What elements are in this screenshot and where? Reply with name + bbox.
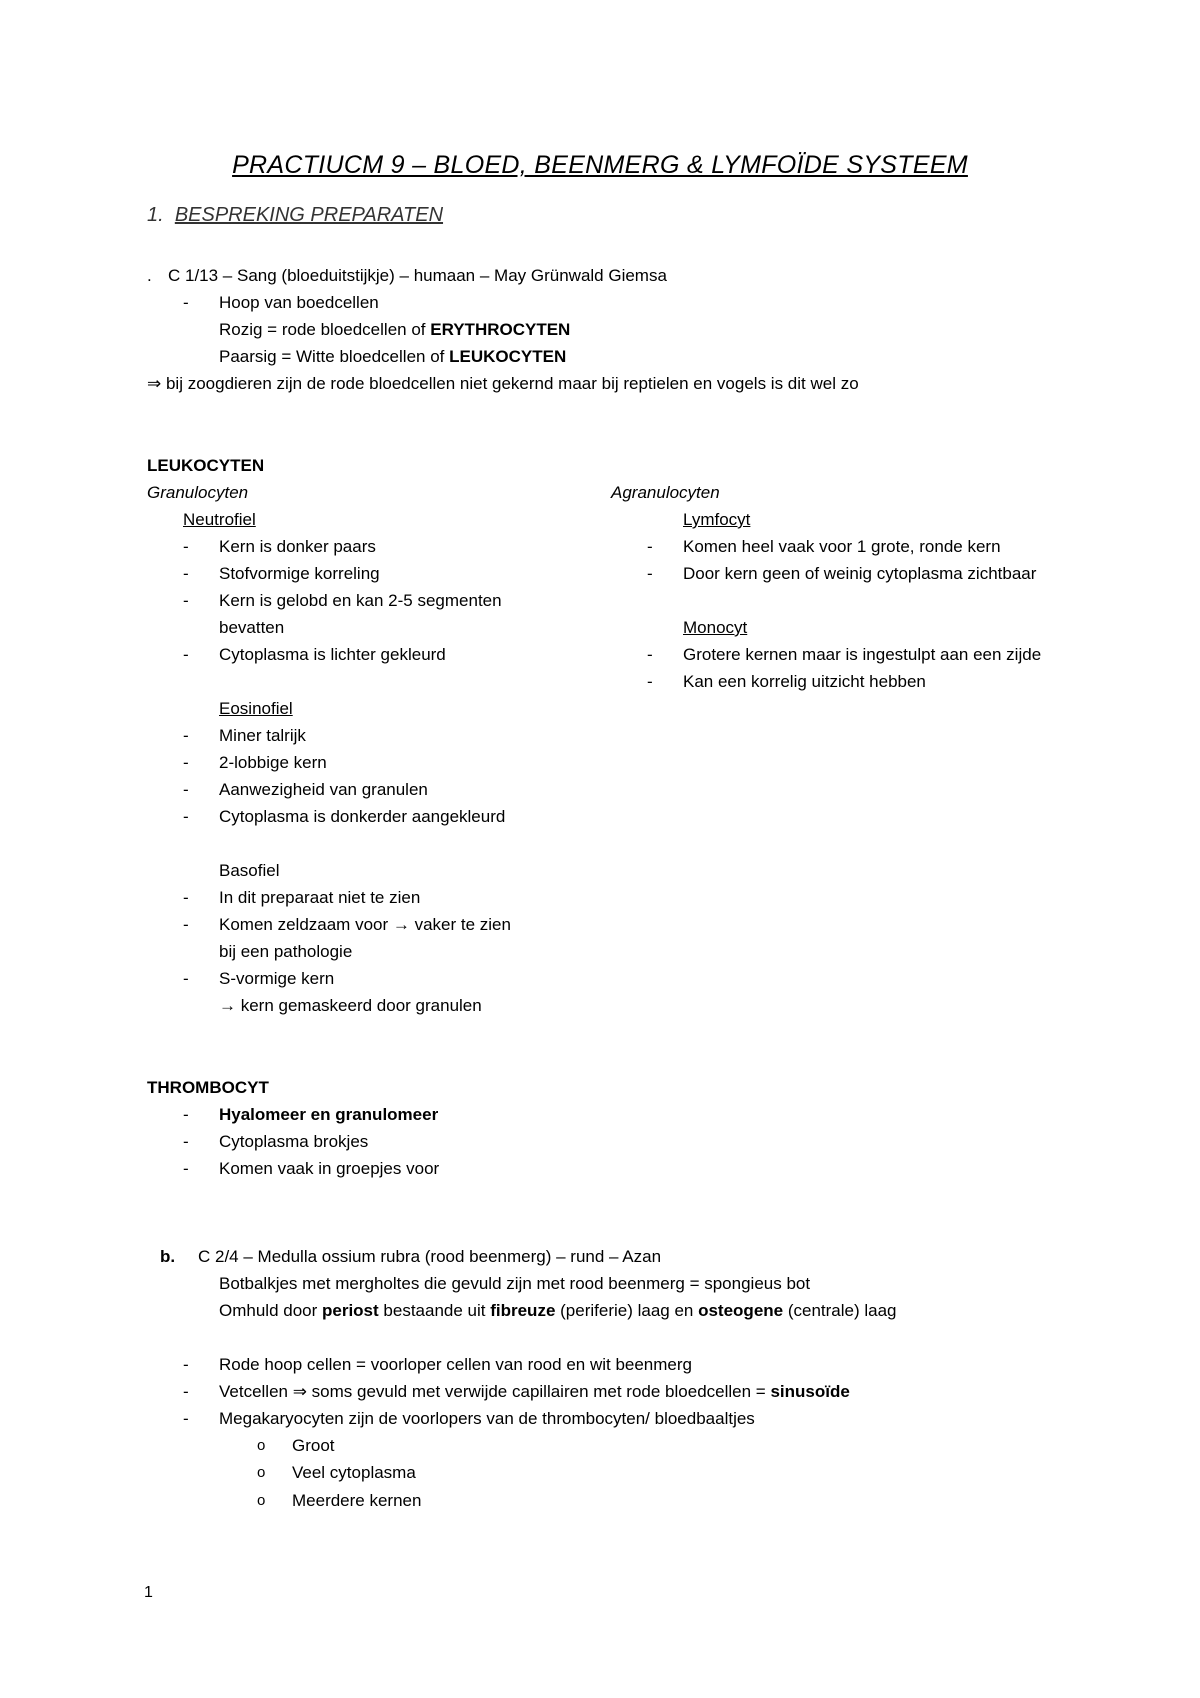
list-item: Miner talrijk xyxy=(219,726,306,745)
lymfocyt-label: Lymfocyt xyxy=(683,510,751,529)
circle-marker: o xyxy=(257,1437,266,1454)
list-item: Komen vaak in groepjes voor xyxy=(219,1159,440,1178)
dash-marker: - xyxy=(647,645,653,664)
section-heading xyxy=(147,203,443,227)
agranulocyten-label: Agranulocyten xyxy=(611,483,720,502)
prep-b-line: Botbalkjes met mergholtes die gevuld zijn met rood beenmerg = spongieus bot xyxy=(219,1274,811,1293)
list-item: Cytoplasma is lichter gekleurd xyxy=(219,645,446,664)
list-item: Cytoplasma is donkerder aangekleurd xyxy=(219,807,506,826)
list-item: Stofvormige korreling xyxy=(219,564,380,583)
list-item: Grotere kernen maar is ingestulpt aan een zijde xyxy=(683,645,1042,664)
section-number: 1. xyxy=(147,204,164,226)
list-item: Rode hoop cellen = voorloper cellen van rood en wit beenmerg xyxy=(219,1355,692,1374)
list-item: Kan een korrelig uitzicht hebben xyxy=(683,672,926,691)
dash-marker: - xyxy=(183,1132,189,1151)
circle-marker: o xyxy=(257,1464,266,1481)
list-item: Aanwezigheid van granulen xyxy=(219,780,428,799)
list-item: Door kern geen of weinig cytoplasma zichtbaar xyxy=(683,564,1037,583)
dash-marker: - xyxy=(647,672,653,691)
prep-a-paarsig: Paarsig = Witte bloedcellen of LEUKOCYTEN xyxy=(219,347,567,366)
list-item: Hyalomeer en granulomeer xyxy=(219,1105,439,1124)
dash-marker: - xyxy=(183,726,189,745)
prep-a-bullet: . xyxy=(147,266,152,285)
prep-a-rozig: Rozig = rode bloedcellen of ERYTHROCYTEN xyxy=(219,320,571,339)
list-item: Kern is donker paars xyxy=(219,537,376,556)
list-item: 2-lobbige kern xyxy=(219,753,327,772)
dash-marker: - xyxy=(183,1409,189,1428)
granulocyten-label: Granulocyten xyxy=(147,483,249,502)
list-item-continuation: bij een pathologie xyxy=(219,942,353,961)
list-item: Vetcellen ⇒ soms gevuld met verwijde capillairen met rode bloedcellen = sinusoïde xyxy=(219,1382,850,1401)
list-item: Komen heel vaak voor 1 grote, ronde kern xyxy=(683,537,1001,556)
list-item: Cytoplasma brokjes xyxy=(219,1132,369,1151)
thrombocyt-heading: THROMBOCYT xyxy=(147,1078,269,1097)
basofiel-label: Basofiel xyxy=(219,861,280,880)
list-item-continuation: bevatten xyxy=(219,618,285,637)
eosinofiel-label: Eosinofiel xyxy=(219,699,293,718)
list-item-continuation: → kern gemaskeerd door granulen xyxy=(219,996,482,1015)
dash-marker: - xyxy=(183,1382,189,1401)
dash-marker: - xyxy=(183,807,189,826)
list-item: Komen zeldzaam voor → vaker te zien xyxy=(219,915,511,934)
dash-marker: - xyxy=(183,1355,189,1374)
dash-marker: - xyxy=(183,537,189,556)
section-title: BESPREKING PREPARATEN xyxy=(174,204,444,226)
dash-marker: - xyxy=(183,645,189,664)
sub-list-item: Veel cytoplasma xyxy=(292,1463,416,1482)
circle-marker: o xyxy=(257,1492,266,1509)
monocyt-label: Monocyt xyxy=(683,618,748,637)
leukocyten-heading: LEUKOCYTEN xyxy=(147,456,265,475)
list-item: S-vormige kern xyxy=(219,969,335,988)
dash-marker: - xyxy=(647,564,653,583)
page-number: 1 xyxy=(144,1584,153,1601)
prep-a-note: ⇒ bij zoogdieren zijn de rode bloedcellen niet gekernd maar bij reptielen en vogels is dit wel zo xyxy=(147,374,859,393)
prep-b-heading: C 2/4 – Medulla ossium rubra (rood beenmerg) – rund – Azan xyxy=(198,1247,662,1266)
dash-marker: - xyxy=(183,591,189,610)
dash-marker: - xyxy=(183,969,189,988)
dash-marker: - xyxy=(183,293,189,312)
list-item: Kern is gelobd en kan 2-5 segmenten xyxy=(219,591,502,610)
neutrofiel-label: Neutrofiel xyxy=(183,510,256,529)
prep-b-line: Omhuld door periost bestaande uit fibreuze (periferie) laag en osteogene (centrale) laag xyxy=(219,1301,897,1320)
dash-marker: - xyxy=(183,564,189,583)
dash-marker: - xyxy=(183,780,189,799)
prep-a-item: Hoop van boedcellen xyxy=(219,293,379,312)
list-item: Megakaryocyten zijn de voorlopers van de thrombocyten/ bloedbaaltjes xyxy=(219,1409,755,1428)
prep-b-bullet: b. xyxy=(160,1247,176,1266)
dash-marker: - xyxy=(183,888,189,907)
dash-marker: - xyxy=(183,753,189,772)
sub-list-item: Meerdere kernen xyxy=(292,1491,422,1510)
prep-a-heading: C 1/13 – Sang (bloeduitstijkje) – humaan – May Grünwald Giemsa xyxy=(168,266,667,285)
dash-marker: - xyxy=(647,537,653,556)
dash-marker: - xyxy=(183,915,189,934)
list-item: In dit preparaat niet te zien xyxy=(219,888,421,907)
page-title: PRACTIUCM 9 – BLOED, BEENMERG & LYMFOÏDE SYSTEEM xyxy=(232,151,968,179)
dash-marker: - xyxy=(183,1105,189,1124)
dash-marker: - xyxy=(183,1159,189,1178)
sub-list-item: Groot xyxy=(292,1436,335,1455)
